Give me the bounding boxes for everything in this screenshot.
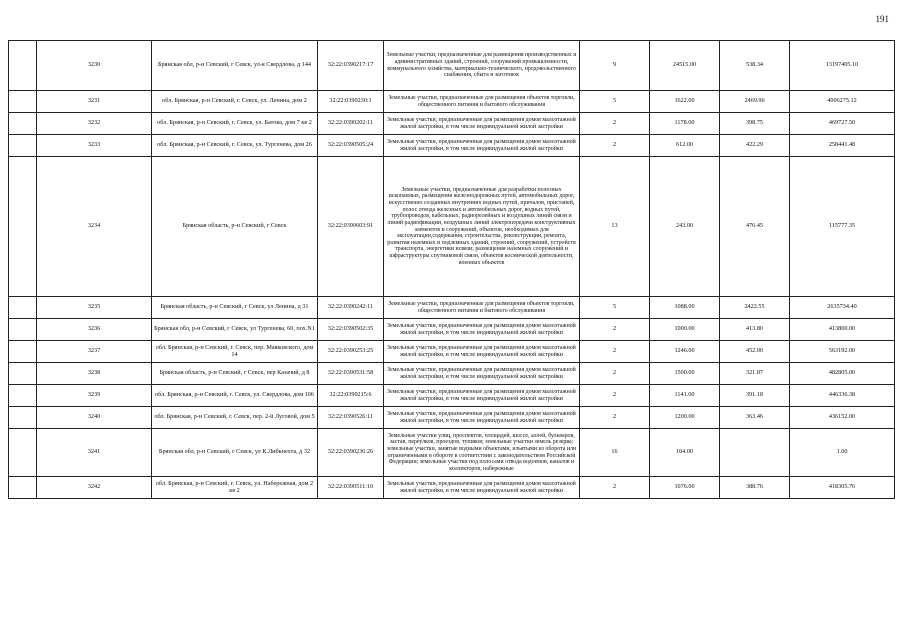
land-use-purpose-cell: Земельные участки, предназначенные для размещения домов малоэтажной жилой застройки, в том числе индивидуальной жилой застройки [384,363,580,385]
table-row [9,429,895,477]
use-group-cell: 2 [580,319,650,341]
land-use-purpose-cell: Земельные участки, предназначенные для разработки полезных ископаемых, размещения железнодорожных путей, автомобильных дорог, искусственно созданных внутренних водных путей, причалов, пристаней, полос отвода железных и автомобильных дорог, водных путей, трубопроводов, кабельных, радиорелейных и воздушных линий связи и линий радиофикации, воздушных линий электропередачи конструктивных элементов и сооружений, объектов, необходимых для эксплуатации,содержания, строительства, реконструкции, ремонта, развития наземных и подземных зданий, строений, сооружений, устройств транспорта, энергетики исвязи; размещения наземных сооружений и шфраструктуры спутниковой связи, объектов космической деятельности, военных объектов [384,157,580,297]
table-row [9,91,895,113]
row-number-cell: 3236 [37,319,152,341]
cadastral-number-cell: 32:22:0390502:35 [318,319,384,341]
address-cell: обл. Брянская, р-н Севский, г. Севск, ул. Набережная, дом 2 кв 2 [152,477,318,499]
table-row [9,113,895,135]
land-use-purpose-cell: Земельные участки, предназначенные для размещения объектов торговли, общественного питания и бытового обслуживания [384,297,580,319]
land-use-purpose-cell: Земельные участки, предназначенные для размещения домов малоэтажной жилой застройки, в том числе индивидуальной жилой застройки [384,341,580,363]
row-number-cell: 3233 [37,135,152,157]
specific-value-cell: 363.46 [720,407,790,429]
specific-value-cell: 476.45 [720,157,790,297]
specific-value-cell: 413.80 [720,319,790,341]
row-spacer-cell [9,135,37,157]
specific-value-cell: 391.18 [720,385,790,407]
row-spacer-cell [9,319,37,341]
row-number-cell: 3239 [37,385,152,407]
address-cell: Брянская обл, р-н Севский, г Севск, ул-я Свердлова, д 144 [152,41,318,91]
land-use-purpose-cell: Земельные участки, предназначенные для размещения производственных и административных зданий, строений, сооружений промышленности, коммунального хозяйства, материально-технического, продовольственного снабжения, сбыта и заготовок [384,41,580,91]
specific-value-cell: 398.75 [720,113,790,135]
page-number: 191 [875,14,889,24]
row-spacer-cell [9,113,37,135]
cadastral-number-cell: 32:22:0390505:24 [318,135,384,157]
use-group-cell: 16 [580,429,650,477]
row-number-cell: 3230 [37,41,152,91]
table-row [9,363,895,385]
specific-value-cell: 422.29 [720,135,790,157]
address-cell: обл. Брянская, р-н Севский, г. Севск, ул. Батова, дом 7 кв 2 [152,113,318,135]
specific-value-cell: 388.76 [720,477,790,499]
row-spacer-cell [9,363,37,385]
address-cell: обл. Брянская, р-н Севский, г. Севск, пер. Маяковского, дом 14 [152,341,318,363]
table-row [9,157,895,297]
specific-value-cell: 321.87 [720,363,790,385]
row-spacer-cell [9,407,37,429]
specific-value-cell: 2469.96 [720,91,790,113]
use-group-cell: 2 [580,477,650,499]
row-number-cell: 3231 [37,91,152,113]
area-cell: 243.00 [650,157,720,297]
use-group-cell: 2 [580,113,650,135]
area-cell: 1622.00 [650,91,720,113]
row-number-cell: 3235 [37,297,152,319]
address-cell: Брянская обл, р-н Севский, г Севск, ул К.Либкнехта, д 32 [152,429,318,477]
land-use-purpose-cell: Земельные участки, предназначенные для размещения объектов торговли, общественного питания и бытового обслуживания [384,91,580,113]
specific-value-cell: 2422.55 [720,297,790,319]
land-use-purpose-cell: Земельные участки, предназначенные для размещения домов малоэтажной жилой застройки, в том числе индивидуальной жилой застройки [384,319,580,341]
use-group-cell: 2 [580,363,650,385]
row-spacer-cell [9,91,37,113]
area-cell: 1000.00 [650,319,720,341]
land-use-purpose-cell: Земельные участки, предназначенные для размещения домов малоэтажной жилой застройки, в том числе индивидуальной жилой застройки [384,385,580,407]
row-number-cell: 3240 [37,407,152,429]
area-cell: 1141.00 [650,385,720,407]
cadastral-number-cell: 32:22:0390217:17 [318,41,384,91]
area-cell: 1246.00 [650,341,720,363]
table-row [9,297,895,319]
area-cell: 1178.00 [650,113,720,135]
land-use-purpose-cell: Земельные участки, предназначенные для размещения домов малоэтажной жилой застройки, в том числе индивидуальной жилой застройки [384,135,580,157]
row-number-cell: 3241 [37,429,152,477]
cadastral-value-cell: 413800.00 [790,319,895,341]
cadastral-number-cell: 32:22:0390236:26 [318,429,384,477]
cadastral-value-cell: 469727.50 [790,113,895,135]
address-cell: обл. Брянская, р-н Севский, г. Севск, ул. Тургенева, дом 26 [152,135,318,157]
land-use-purpose-cell: Земельные участки улиц, проспектов, площадей, шоссе, аллей, бульваров, застав, переулков, проездов, тупиков; земельные участки земель резерва; земельные участки, занятые водными объектами, изъятыми из оборота или ограниченными в обороте в соответствии с законодательством Российской Федерации; земельные участки под полосами отвода водоемов, каналов и коллекторов, набережные [384,429,580,477]
use-group-cell: 9 [580,41,650,91]
address-cell: Брянская область, р-н Севский, г Севск [152,157,318,297]
cadastral-number-cell: 32:22:0390253:25 [318,341,384,363]
specific-value-cell: 538.34 [720,41,790,91]
row-spacer-cell [9,297,37,319]
table-row [9,341,895,363]
address-cell: обл. Брянская, р-н Севский, г. Севск, пер. 2-й Луговой, дом 5 [152,407,318,429]
use-group-cell: 5 [580,297,650,319]
land-use-purpose-cell: Земельные участки, предназначенные для размещения домов малоэтажной жилой застройки, в том числе индивидуальной жилой застройки [384,477,580,499]
row-spacer-cell [9,429,37,477]
table-row [9,319,895,341]
cadastral-number-cell: 32:22:0390242:11 [318,297,384,319]
use-group-cell: 2 [580,341,650,363]
cadastral-number-cell: 32:22:0390531:58 [318,363,384,385]
cadastral-number-cell: 32:22:0390511:10 [318,477,384,499]
cadastral-value-cell: 482805.00 [790,363,895,385]
area-cell: 612.00 [650,135,720,157]
area-cell: 104.00 [650,429,720,477]
table-row [9,477,895,499]
row-number-cell: 3242 [37,477,152,499]
use-group-cell: 13 [580,157,650,297]
row-number-cell: 3237 [37,341,152,363]
use-group-cell: 2 [580,407,650,429]
cadastral-value-cell: 436152.00 [790,407,895,429]
row-spacer-cell [9,477,37,499]
cadastral-value-cell: 13197405.10 [790,41,895,91]
cadastral-number-cell: 32:22:0390202:11 [318,113,384,135]
row-spacer-cell [9,41,37,91]
cadastral-number-cell: 32:22:0390603:91 [318,157,384,297]
area-cell: 1500.00 [650,363,720,385]
address-cell: Брянская область, р-н Севский, г Севск, ул Ленина, д 31 [152,297,318,319]
cadastral-value-cell: 1.00 [790,429,895,477]
use-group-cell: 2 [580,135,650,157]
table-row [9,407,895,429]
address-cell: Брянская обл, р-н Севский, г Севск, ул Тургенева, 60, пох.N1 [152,319,318,341]
row-number-cell: 3238 [37,363,152,385]
use-group-cell: 2 [580,385,650,407]
address-cell: обл. Брянская, р-н Севский, г. Севск, ул. Свердлова, дом 106 [152,385,318,407]
area-cell: 24515.00 [650,41,720,91]
area-cell: 1200.00 [650,407,720,429]
area-cell: 1076.00 [650,477,720,499]
cadastral-value-cell: 115777.35 [790,157,895,297]
registry-table [8,40,895,499]
cadastral-value-cell: 4006275.12 [790,91,895,113]
table-row [9,135,895,157]
cadastral-value-cell: 563192.00 [790,341,895,363]
area-cell: 1088.00 [650,297,720,319]
row-spacer-cell [9,157,37,297]
row-spacer-cell [9,341,37,363]
address-cell: Брянская область, р-н Севский, г Севск, пер Казачий, д 8 [152,363,318,385]
address-cell: обл. Брянская, р-н Севский, г. Севск, ул. Ленина, дом 2 [152,91,318,113]
specific-value-cell: 452.00 [720,341,790,363]
table-row [9,41,895,91]
cadastral-number-cell: 32:22:0390526:11 [318,407,384,429]
table-row [9,385,895,407]
cadastral-number-cell: 32:22:0390215:6 [318,385,384,407]
cadastral-value-cell: 258441.48 [790,135,895,157]
use-group-cell: 5 [580,91,650,113]
cadastral-value-cell: 446336.38 [790,385,895,407]
land-use-purpose-cell: Земельные участки, предназначенные для размещения домов малоэтажной жилой застройки, в том числе индивидуальной жилой застройки [384,407,580,429]
row-number-cell: 3232 [37,113,152,135]
cadastral-value-cell: 418305.76 [790,477,895,499]
cadastral-number-cell: 32:22:0390230:1 [318,91,384,113]
specific-value-cell [720,429,790,477]
row-spacer-cell [9,385,37,407]
row-number-cell: 3234 [37,157,152,297]
cadastral-value-cell: 2635734.40 [790,297,895,319]
land-use-purpose-cell: Земельные участки, предназначенные для размещения домов малоэтажной жилой застройки, в том числе индивидуальной жилой застройки [384,113,580,135]
